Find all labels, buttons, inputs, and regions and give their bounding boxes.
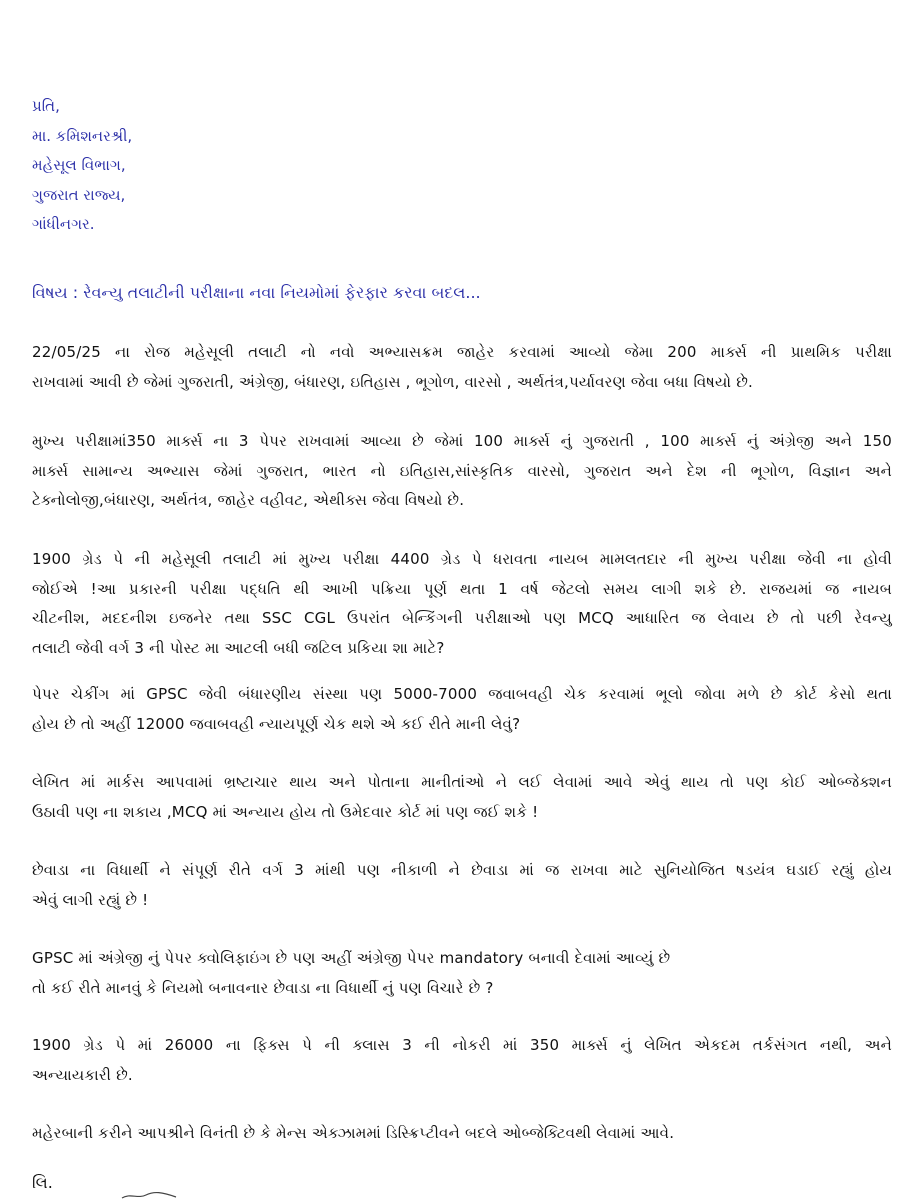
- paragraph-english-paper: [32, 944, 892, 1003]
- subject-line: વિષય : રેવન્યુ તલાટીની પરીક્ષાના નવા નિયમોમાં ફેરફાર કરવા બદલ...: [32, 283, 481, 302]
- paragraph-line: માર્ક્સ સામાન્ય અભ્યાસ જેમાં ગુજરાત, ભારત નો ઇતિહાસ,સાંસ્કૃતિક વારસો, ગુજરાત અને દેશ ની ભૂગોળ, વિજ્ઞાન અને: [32, 461, 892, 480]
- paragraph-line: જોઈએ !આ પ્રકારની પરીક્ષા પદ્ધતિ થી આખી પક્રિયા પૂર્ણ થતા 1 વર્ષ જેટલો સમય લાગી શકે છે. રાજયમાં જ નાયબ: [32, 579, 892, 598]
- address-line: ગાંધીનગર.: [32, 215, 95, 233]
- paragraph-line: 1900 ગ્રેડ પે માં 26000 ના ફિક્સ પે ની ક્લાસ 3 ની નોકરી માં 350 માર્ક્સ નું લેખિત એકદમ તર્કસંગત નથી, અને: [32, 1036, 892, 1054]
- paragraph-fixed-pay: [32, 1031, 892, 1090]
- address-line: મા. કમિશનરશ્રી,: [32, 126, 133, 145]
- paragraph-line: રાખવામાં આવી છે જેમાં ગુજરાતી, અંગ્રેજી, બંધારણ, ઇતિહાસ , ભૂગોળ, વારસો , અર્થતંત્ર,પર્યાવરણ જેવા બધા વિષયો છે.: [32, 372, 753, 391]
- address-line: પ્રતિ,: [32, 97, 60, 115]
- recipient-address: [32, 92, 432, 240]
- paragraph-paper-checking: [32, 680, 892, 739]
- paragraph-line: 1900 ગ્રેડ પે ની મહેસૂલી તલાટી માં મુખ્ય પરીક્ષા 4400 ગ્રેડ પે ધરાવતા નાયબ મામલતદાર ની મુખ્ય પરીક્ષા જેવી ના હોવી: [32, 550, 892, 568]
- paragraph-conspiracy: [32, 856, 892, 915]
- signature-mark: [120, 1190, 180, 1200]
- paragraph-line: હોય છે તો અહીં 12000 જવાબવહી ન્યાયપૂર્ણ ચેક થશે એ કઈ રીતે માની લેવું?: [32, 714, 521, 733]
- paragraph-line: ઉઠાવી પણ ના શકાય ,MCQ માં અન્યાય હોય તો ઉમેદવાર કોર્ટ માં પણ જઈ શકે !: [32, 802, 539, 821]
- paragraph-corruption: [32, 768, 892, 827]
- paragraph-line: 22/05/25 ના રોજ મહેસૂલી તલાટી નો નવો અભ્યાસક્રમ જાહેર કરવામાં આવ્યો જેમા 200 માર્ક્સ ની પ્રાથમિક પરીક્ષા: [32, 343, 892, 361]
- signoff: લિ.: [32, 1173, 53, 1192]
- paragraph-line: તો કઈ રીતે માનવું કે નિયમો બનાવનાર છેવાડા ના વિધાર્થી નું પણ વિચારે છે ?: [32, 978, 494, 997]
- paragraph-line: મહેરબાની કરીને આપશ્રીને વિનંતી છે કે મેન્સ એક્ઝામમાં ડિસ્ક્રિપ્ટીવને બદલે ઓબ્જેક્ટિવથી લેવામાં આવે.: [32, 1124, 675, 1142]
- paragraph-line: તલાટી જેવી વર્ગ 3 ની પોસ્ટ મા આટલી બધી જટિલ પ્રકિયા શા માટે?: [32, 638, 445, 657]
- paragraph-request: [32, 1119, 892, 1149]
- paragraph-grade-pay: [32, 545, 892, 663]
- paragraph-line: અન્યાયકારી છે.: [32, 1065, 133, 1084]
- paragraph-line: મુખ્ય પરીક્ષામાં350 માર્ક્સ ના 3 પેપર રાખવામાં આવ્યા છે જેમાં 100 માર્ક્સ નું ગુજરાતી , 100 માર્ક્સ નું અંગ્રેજી અને 150: [32, 432, 892, 450]
- paragraph-line: ટેક્નોલોજી,બંધારણ, અર્થતંત્ર, જાહેર વહીવટ, એથીક્સ જેવા વિષયો છે.: [32, 491, 465, 509]
- address-line: ગુજરાત રાજ્ય,: [32, 185, 126, 204]
- paragraph-line: GPSC માં અંગ્રેજી નું પેપર ક્વોલિફાઇંગ છે પણ અહીં અંગ્રેજી પેપર mandatory બનાવી દેવામાં આવ્યું છે: [32, 949, 671, 967]
- paragraph-line: પેપર ચેકીંગ માં GPSC જેવી બંધારણીય સંસ્થા પણ 5000-7000 જવાબવહી ચેક કરવામાં ભૂલો જોવા મળે છે કોર્ટ કેસો થતા: [32, 685, 892, 703]
- paragraph-line: એવું લાગી રહ્યું છે !: [32, 890, 149, 909]
- paragraph-line: છેવાડા ના વિધાર્થી ને સંપૂર્ણ રીતે વર્ગ 3 માંથી પણ નીકાળી ને છેવાડા માં જ રાખવા માટે સુનિયોજિત ષડયંત્ર ઘડાઈ રહ્યું હોય: [32, 861, 892, 879]
- paragraph-syllabus: [32, 338, 892, 397]
- address-line: મહેસૂલ વિભાગ,: [32, 156, 126, 174]
- paragraph-line: લેખિત માં માર્કસ આપવામાં ભ્રષ્ટાચાર થાય અને પોતાના માનીતાંઓ ને લઈ લેવામાં આવે એવું થાય તો પણ કોઈ ઓબ્જેક્શન: [32, 773, 892, 791]
- paragraph-line: ચીટનીશ, મદદનીશ ઇજનેર તથા SSC CGL ઉપરાંત બેન્કિંગની પરીક્ષાઓ પણ MCQ આધારિત જ લેવાય છે તો પછી રેવન્યુ: [32, 609, 892, 627]
- paragraph-main-exam: [32, 427, 892, 516]
